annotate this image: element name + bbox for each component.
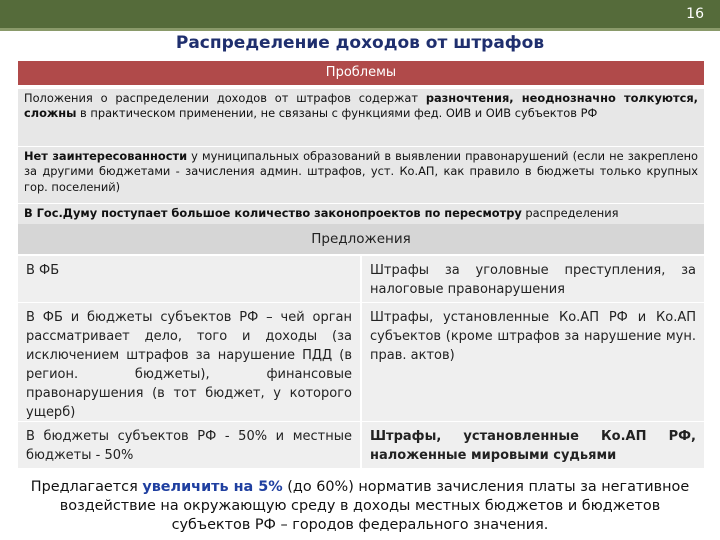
problem-item-2 <box>18 147 704 203</box>
problems-header: Проблемы <box>18 61 704 85</box>
proposal-row-1-budget: В ФБ <box>18 256 362 302</box>
proposal-row-2 <box>18 302 704 421</box>
proposal-row-1-fines: Штрафы за уголовные преступления, за налоговые правонарушения <box>370 263 696 297</box>
proposal-row-2-budget: В ФБ и бюджеты субъектов РФ – чей орган рассматривает дело, того и доходы (за исключением штрафов за нарушение ПДД (в регион. бюджеты), финансовые правонарушения (в тот бюджет, у которого ущерб) <box>18 303 362 421</box>
problem-3-bold: В Гос.Думу поступает большое количество законопроектов по пересмотру <box>24 206 522 220</box>
problem-1-bold: разночтения, неоднозначно толкуются, сложны <box>24 91 698 121</box>
footer-note <box>30 478 690 535</box>
proposal-row-1 <box>18 255 704 302</box>
problem-1-pre: Положения о распределении доходов от штрафов содержат <box>24 91 426 105</box>
problem-2-post: у муниципальных образований в выявлении правонарушений (если не закреплено за другими бюджетами - зачисления админ. штрафов, уст. Ко.АП, как правило в бюджеты только крупных гор. поселений) <box>24 149 699 194</box>
problem-3-post: распределения <box>521 206 619 220</box>
problem-1-post: в практическом применении, не связаны с функциями фед. ОИВ и ОИВ субъектов РФ <box>76 106 598 121</box>
footer-pre: Предлагается <box>30 479 143 495</box>
proposal-row-3-fines: Штрафы, установленные Ко.АП РФ, наложенные мировыми судьями <box>370 429 696 463</box>
top-bar <box>0 0 720 31</box>
problem-2-bold: Нет заинтересованности <box>24 149 188 163</box>
proposals-header: Предложения <box>18 224 704 254</box>
footer-post: (до 60%) норматив зачисления платы за негативное воздействие на окружающую среду в доходы местных бюджетов и бюджетов субъектов РФ – городов федерального значения. <box>59 479 690 533</box>
problem-item-1 <box>18 89 704 146</box>
footer-highlight: увеличить на 5% <box>142 479 283 495</box>
problem-item-3 <box>18 204 704 224</box>
proposal-row-2-fines: Штрафы, установленные Ко.АП РФ и Ко.АП субъектов (кроме штрафов за нарушение мун. прав. актов) <box>370 310 696 363</box>
proposal-row-3 <box>18 421 704 468</box>
proposal-row-3-budget: В бюджеты субъектов РФ - 50% и местные бюджеты - 50% <box>18 422 362 468</box>
page-number: 16 <box>686 6 704 22</box>
page-title: Распределение доходов от штрафов <box>175 33 545 53</box>
